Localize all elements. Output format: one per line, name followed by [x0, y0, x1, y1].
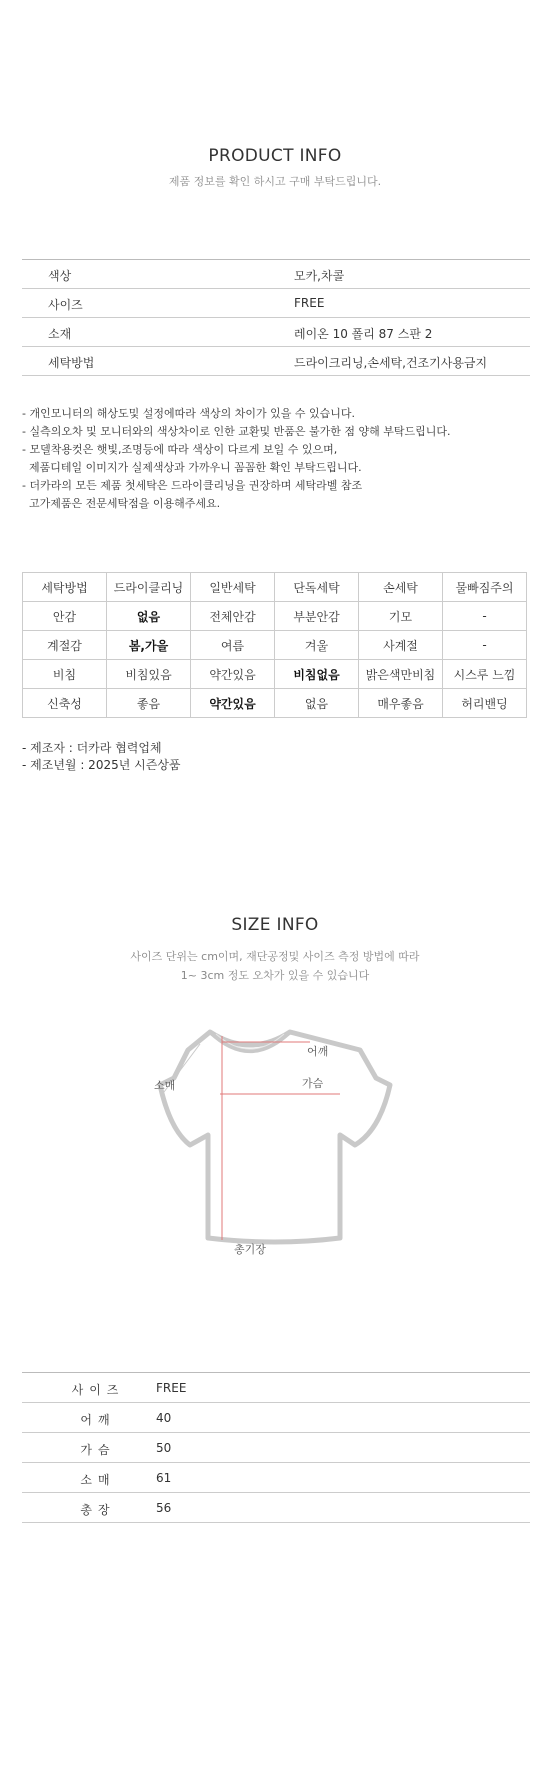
care-cell: 약간있음	[191, 660, 275, 689]
size-row	[22, 1433, 530, 1463]
size-row	[22, 1373, 530, 1403]
care-cell: 단독세탁	[275, 573, 359, 602]
note-line: 고가제품은 전문세탁점을 이용해주세요.	[22, 497, 221, 510]
size-label: 어깨	[80, 1413, 116, 1427]
care-cell: 여름	[191, 631, 275, 660]
size-table	[22, 1372, 530, 1523]
info-label: 세탁방법	[48, 356, 95, 370]
size-value: 61	[156, 1471, 172, 1485]
care-cell: 부분안감	[275, 602, 359, 631]
care-row	[23, 631, 527, 660]
care-row	[23, 660, 527, 689]
care-cell: 드라이클리닝	[107, 573, 191, 602]
size-row	[22, 1403, 530, 1433]
care-cell: 일반세탁	[191, 573, 275, 602]
tshirt-outline	[160, 1032, 390, 1242]
care-cell: 없음	[107, 602, 191, 631]
care-cell: 좋음	[107, 689, 191, 718]
maker-info	[22, 740, 181, 774]
size-value: 50	[156, 1441, 172, 1455]
note-line: - 모델착용컷은 햇빛,조명등에 따라 색상이 다르게 보일 수 있으며,	[22, 443, 338, 456]
info-row-washing	[22, 347, 530, 376]
info-value: 드라이크리닝,손세탁,건조기사용금지	[294, 356, 488, 370]
info-value: 모카,차콜	[294, 269, 345, 283]
care-cell: -	[443, 631, 527, 660]
care-cell: 비침없음	[275, 660, 359, 689]
info-value: 레이온 10 폴리 87 스판 2	[294, 327, 433, 341]
sleeve-label: 소매	[154, 1079, 176, 1092]
care-row-header: 계절감	[23, 631, 107, 660]
care-cell: 허리밴딩	[443, 689, 527, 718]
care-cell: 기모	[359, 602, 443, 631]
note-line: - 개인모니터의 해상도및 설정에따라 색상의 차이가 있을 수 있습니다.	[22, 407, 355, 420]
shoulder-label: 어깨	[307, 1045, 329, 1058]
care-row-header: 신축성	[23, 689, 107, 718]
size-label: 가슴	[80, 1443, 116, 1457]
info-row-material	[22, 318, 530, 347]
note-line: - 더카라의 모든 제품 첫세탁은 드라이클리닝을 권장하며 세탁라벨 참조	[22, 479, 363, 492]
care-table	[22, 572, 527, 718]
info-value: FREE	[294, 296, 325, 310]
product-info-table	[22, 259, 530, 376]
care-cell: 시스루 느낌	[443, 660, 527, 689]
info-label: 색상	[48, 269, 72, 283]
care-row-header: 세탁방법	[23, 573, 107, 602]
care-row	[23, 602, 527, 631]
size-value: 40	[156, 1411, 172, 1425]
measure-lines	[220, 1036, 340, 1240]
care-cell: 전체안감	[191, 602, 275, 631]
maker-line: - 제조자 : 더카라 협력업체	[22, 741, 162, 755]
maker-date-line: - 제조년월 : 2025년 시즌상품	[22, 758, 181, 772]
note-line: 제품디테일 이미지가 실제색상과 가까우니 꼼꼼한 확인 부탁드립니다.	[22, 461, 362, 474]
info-label: 소재	[48, 327, 72, 341]
size-row	[22, 1493, 530, 1523]
product-info-title: PRODUCT INFO	[208, 146, 342, 166]
size-value: 56	[156, 1501, 172, 1515]
care-cell: 사계절	[359, 631, 443, 660]
care-row-header: 비침	[23, 660, 107, 689]
care-cell: 물빠짐주의	[443, 573, 527, 602]
size-info-title: SIZE INFO	[231, 915, 319, 935]
info-row-color	[22, 260, 530, 289]
size-row	[22, 1463, 530, 1493]
size-label: 소매	[80, 1473, 116, 1487]
product-notes	[22, 405, 450, 513]
care-row-header: 안감	[23, 602, 107, 631]
size-info-subtitle-1: 사이즈 단위는 cm이며, 재단공정및 사이즈 측정 방법에 따라	[130, 950, 420, 963]
size-label: 총장	[80, 1503, 116, 1517]
note-line: - 실측의오차 및 모니터와의 색상차이로 인한 교환및 반품은 불가한 점 양해 부탁드립니다.	[22, 425, 451, 438]
care-cell: 없음	[275, 689, 359, 718]
chest-label: 가슴	[302, 1077, 324, 1090]
size-value: FREE	[156, 1381, 187, 1395]
size-info-subtitle-2: 1~ 3cm 정도 오차가 있을 수 있습니다	[180, 969, 370, 982]
care-cell: 손세탁	[359, 573, 443, 602]
length-label: 총기장	[234, 1243, 266, 1256]
tshirt-diagram	[140, 1020, 410, 1260]
care-row	[23, 573, 527, 602]
care-row	[23, 689, 527, 718]
size-label: 사이즈	[71, 1383, 125, 1397]
info-label: 사이즈	[48, 298, 83, 312]
care-cell: 매우좋음	[359, 689, 443, 718]
care-cell: 약간있음	[191, 689, 275, 718]
care-cell: -	[443, 602, 527, 631]
care-cell: 비침있음	[107, 660, 191, 689]
care-cell: 밝은색만비침	[359, 660, 443, 689]
care-cell: 겨울	[275, 631, 359, 660]
care-cell: 봄,가을	[107, 631, 191, 660]
info-row-size	[22, 289, 530, 318]
product-info-subtitle: 제품 정보를 확인 하시고 구매 부탁드립니다.	[168, 175, 382, 188]
